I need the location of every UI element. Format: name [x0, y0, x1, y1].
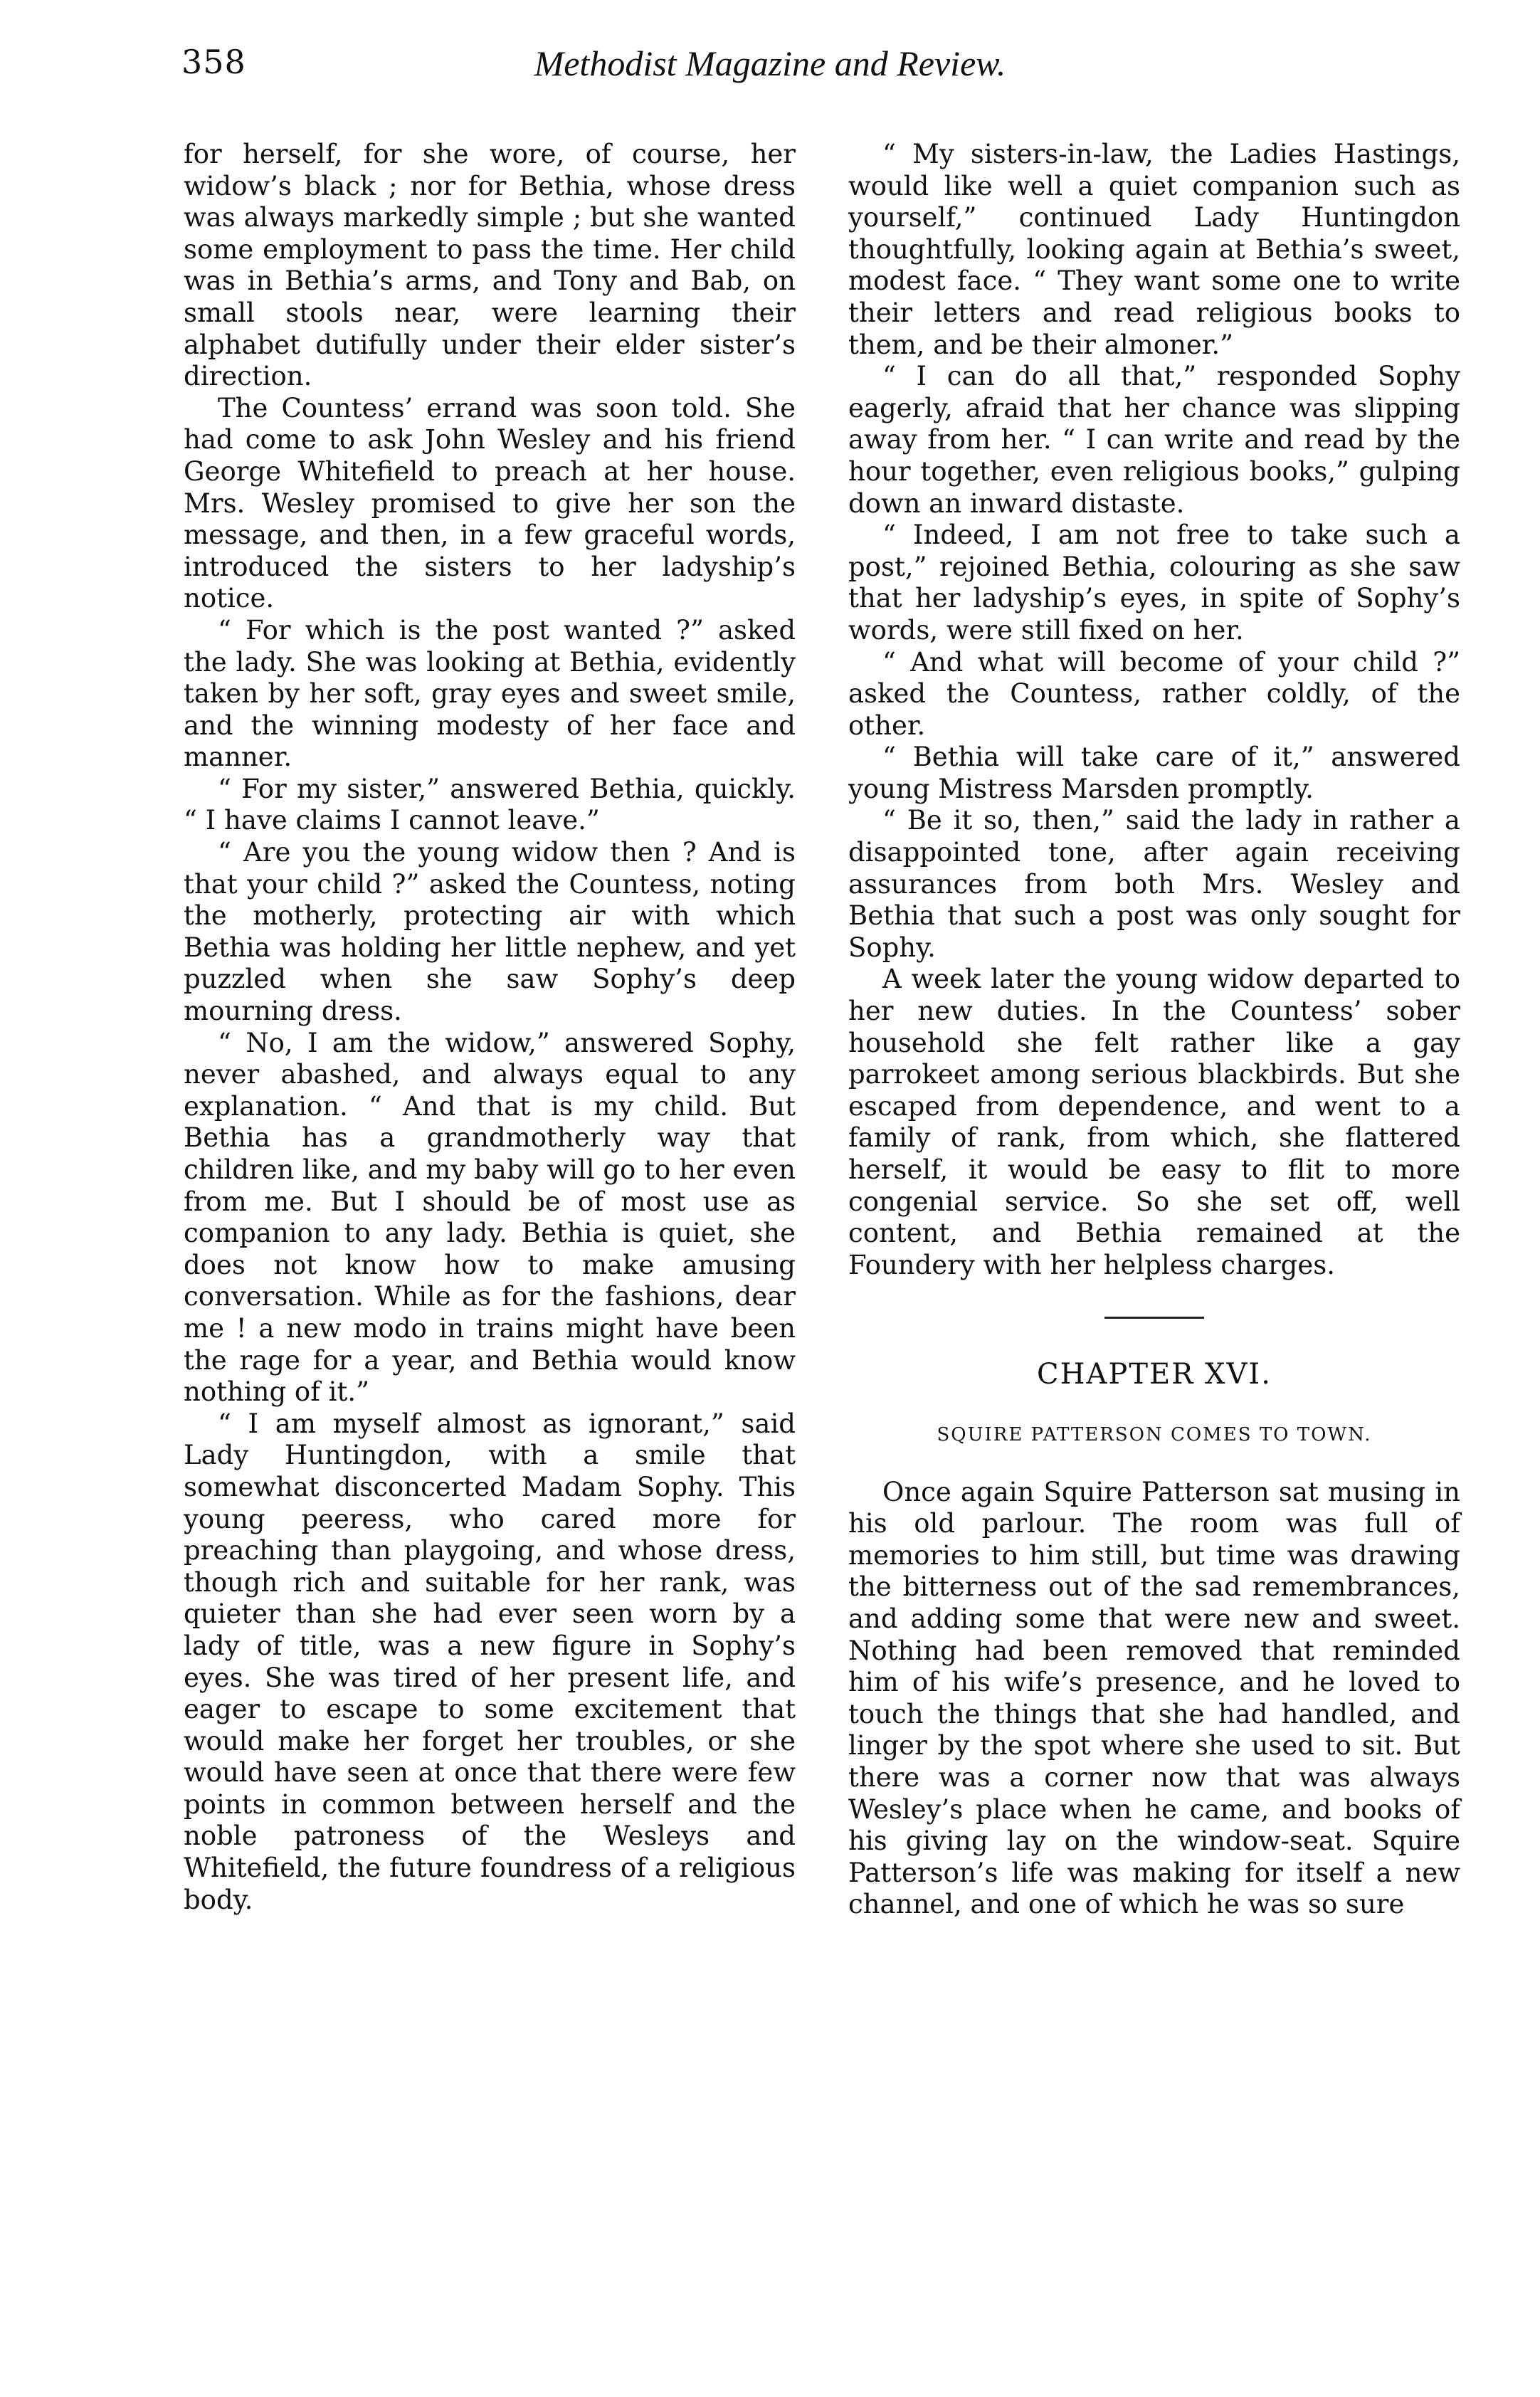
paragraph: “ For my sister,” answered Bethia, quickly. “ I have claims I cannot leave.” — [184, 773, 796, 836]
left-column — [184, 139, 796, 1916]
paragraph: A week later the young widow departed to her new duties. In the Countess’ sober household she felt rather like a gay parrokeet among serious blackbirds. But she escaped from dependence, and went to a family of rank, from which, she flattered herself, it would be easy to flit to more congenial service. So she set off, well content, and Bethia remained at the Foundery with her helpless charges. — [848, 964, 1460, 1280]
right-column — [848, 139, 1460, 1921]
paragraph: The Countess’ errand was soon told. She had come to ask John Wesley and his friend George Whitefield to preach at her house. Mrs. Wesley promised to give her son the message, and then, in a few graceful words, introduced the sisters to her ladyship’s notice. — [184, 392, 796, 614]
paragraph: Once again Squire Patterson sat musing in his old parlour. The room was full of memories to him still, but time was drawing the bitterness out of the sad remembrances, and adding some that were new and sweet. Nothing had been removed that reminded him of his wife’s presence, and he loved to touch the things that she had handled, and linger by the spot where she used to sit. But there was a corner now that was always Wesley’s place when he came, and books of his giving lay on the window-seat. Squire Patterson’s life was making for itself a new channel, and one of which he was so sure — [848, 1476, 1460, 1920]
paragraph: “ For which is the post wanted ?” asked the lady. She was looking at Bethia, evidently taken by her soft, gray eyes and sweet smile, and the winning modesty of her face and manner. — [184, 614, 796, 773]
page-header — [0, 43, 1540, 100]
paragraph: “ Bethia will take care of it,” answered young Mistress Marsden promptly. — [848, 742, 1460, 804]
paragraph: “ My sisters-in-law, the Ladies Hastings, would like well a quiet companion such as yourself,” continued Lady Huntingdon thoughtfully, looking again at Bethia’s sweet, modest face. “ They want some one to write their letters and read religious books to them, and be their almoner.” — [848, 139, 1460, 360]
section-divider — [1104, 1317, 1204, 1319]
paragraph: “ Indeed, I am not free to take such a post,” rejoined Bethia, colouring as she saw that her ladyship’s eyes, in spite of Sophy’s words, were still fixed on her. — [848, 520, 1460, 646]
paragraph: “ And what will become of your child ?” asked the Countess, rather coldly, of the other. — [848, 646, 1460, 741]
paragraph: “ Are you the young widow then ? And is that your child ?” asked the Countess, noting the motherly, protecting air with which Bethia was holding her little nephew, and yet puzzled when she saw Sophy’s deep mourning dress. — [184, 837, 796, 1027]
paragraph: for herself, for she wore, of course, her widow’s black ; nor for Bethia, whose dress was always markedly simple ; but she wanted some employment to pass the time. Her child was in Bethia’s arms, and Tony and Bab, on small stools near, were learning their alphabet dutifully under their elder sister’s direction. — [184, 139, 796, 392]
paragraph: “ I can do all that,” responded Sophy eagerly, afraid that her chance was slipping away from her. “ I can write and read by the hour together, even religious books,” gulping down an inward distaste. — [848, 361, 1460, 519]
chapter-title: CHAPTER XVI. — [1037, 1358, 1272, 1391]
paragraph: “ I am myself almost as ignorant,” said Lady Huntingdon, with a smile that somewhat disconcerted Madam Sophy. This young peeress, who cared more for preaching than playgoing, and whose dress, though rich and suitable for her rank, was quieter than she had ever seen worn by a lady of title, was a new figure in Sophy’s eyes. She was tired of her present life, and eager to escape to some excitement that would make her forget her troubles, or she would have seen at once that there were few points in common between herself and the noble patroness of the Wesleys and Whitefield, the future foundress of a religious body. — [184, 1408, 796, 1915]
paragraph: “ Be it so, then,” said the lady in rather a disappointed tone, after again receiving assurances from both Mrs. Wesley and Bethia that such a post was only sought for Sophy. — [848, 805, 1460, 963]
page-number: 358 — [181, 43, 246, 81]
running-title: Methodist Magazine and Review. — [534, 43, 1006, 83]
chapter-subtitle: SQUIRE PATTERSON COMES TO TOWN. — [937, 1423, 1372, 1445]
paragraph: “ No, I am the widow,” answered Sophy, never abashed, and always equal to any explanation. “ And that is my child. But Bethia has a grandmotherly way that children like, and my baby will go to her even from me. But I should be of most use as companion to any lady. Bethia is quiet, she does not know how to make amusing conversation. While as for the fashions, dear me ! a new modo in trains might have been the rage for a year, and Bethia would know nothing of it.” — [184, 1027, 796, 1408]
